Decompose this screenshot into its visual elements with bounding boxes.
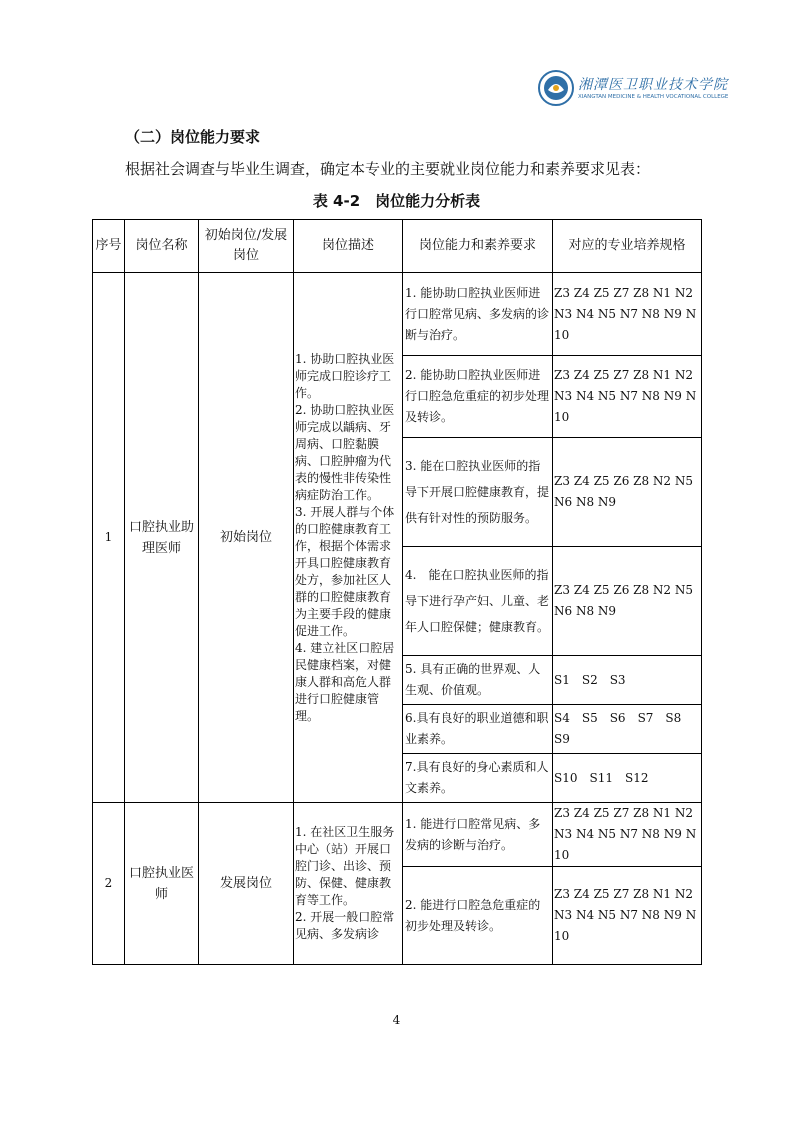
- intro-paragraph: 根据社会调查与毕业生调查，确定本专业的主要就业岗位能力和素养要求见表：: [125, 160, 651, 178]
- row-requirement: 2. 能进行口腔急危重症的初步处理及转诊。: [403, 867, 553, 965]
- college-logo: [538, 70, 729, 110]
- row-no: 2: [93, 803, 125, 965]
- row-spec: S10 S11 S12: [553, 754, 702, 803]
- row-requirement: 4. 能在口腔执业医师的指导下进行孕产妇、儿童、老年人口腔保健；健康教育。: [403, 547, 553, 656]
- row-description-text: 1. 协助口腔执业医师完成口腔诊疗工作。 2. 协助口腔执业医师完成以龋病、牙周病、口腔黏膜病、口腔肿瘤为代表的慢性非传染性病症防治工作。 3. 开展人群与个体的口腔健康教育工作，根据个体需求开具口腔健康教育处方，参加社区人群的口腔健康教育为主要手段的健康促进工作。 4. 建立社区口腔居民健康档案，对健康人群和高危人群进行口腔健康管理。: [295, 351, 395, 723]
- row-requirement: 7.具有良好的身心素质和人文素养。: [403, 754, 553, 803]
- header-requirements: 岗位能力和素养要求: [403, 220, 553, 273]
- row-spec: Z3 Z4 Z5 Z6 Z8 N2 N5 N6 N8 N9: [553, 547, 702, 656]
- row-spec: S1 S2 S3: [553, 656, 702, 705]
- row-requirement: 5. 具有正确的世界观、人生观、价值观。: [403, 656, 553, 705]
- row-description-text: 1. 在社区卫生服务中心（站）开展口腔门诊、出诊、预防、保健、健康教育等工作。 2. 开展一般口腔常见病、多发病诊: [295, 825, 395, 941]
- row-spec: Z3 Z4 Z5 Z7 Z8 N1 N2 N3 N4 N5 N7 N8 N9 N10: [553, 273, 702, 356]
- row-job-type: 发展岗位: [199, 803, 294, 965]
- header-name: 岗位名称: [125, 220, 199, 273]
- table-row: [93, 803, 702, 867]
- job-ability-table: [92, 219, 702, 965]
- row-job-type: 初始岗位: [199, 273, 294, 803]
- row-spec: Z3 Z4 Z5 Z7 Z8 N1 N2 N3 N4 N5 N7 N8 N9 N10: [553, 803, 702, 867]
- row-requirement: 3. 能在口腔执业医师的指导下开展口腔健康教育，提供有针对性的预防服务。: [403, 438, 553, 547]
- row-description: [294, 803, 403, 965]
- row-requirement: 2. 能协助口腔执业医师进行口腔急危重症的初步处理及转诊。: [403, 356, 553, 438]
- header-type: 初始岗位/发展岗位: [199, 220, 294, 273]
- row-description: [294, 273, 403, 803]
- row-job-name: 口腔执业医师: [125, 803, 199, 965]
- header-description: 岗位描述: [294, 220, 403, 273]
- college-name-en: XIANGTAN MEDICINE & HEALTH VOCATIONAL COLLEGE: [578, 94, 729, 100]
- row-requirement: 6.具有良好的职业道德和职业素养。: [403, 705, 553, 754]
- row-no: 1: [93, 273, 125, 803]
- row-job-name: 口腔执业助理医师: [125, 273, 199, 803]
- row-spec: Z3 Z4 Z5 Z7 Z8 N1 N2 N3 N4 N5 N7 N8 N9 N10: [553, 356, 702, 438]
- header-specs: 对应的专业培养规格: [553, 220, 702, 273]
- row-spec: Z3 Z4 Z5 Z6 Z8 N2 N5 N6 N8 N9: [553, 438, 702, 547]
- row-requirement: 1. 能协助口腔执业医师进行口腔常见病、多发病的诊断与治疗。: [403, 273, 553, 356]
- table-title: 表 4-2 岗位能力分析表: [312, 192, 481, 210]
- page-number: 4: [392, 1013, 401, 1027]
- table-row: [93, 273, 702, 356]
- row-spec: Z3 Z4 Z5 Z7 Z8 N1 N2 N3 N4 N5 N7 N8 N9 N10: [553, 867, 702, 965]
- header-no: 序号: [93, 220, 125, 273]
- table-header-row: [93, 220, 702, 273]
- row-requirement: 1. 能进行口腔常见病、多发病的诊断与治疗。: [403, 803, 553, 867]
- college-seal-icon: [538, 70, 574, 106]
- section-title: （二）岗位能力要求: [125, 128, 261, 146]
- college-name: 湘潭医卫职业技术学院: [578, 77, 728, 93]
- row-spec: S4 S5 S6 S7 S8 S9: [553, 705, 702, 754]
